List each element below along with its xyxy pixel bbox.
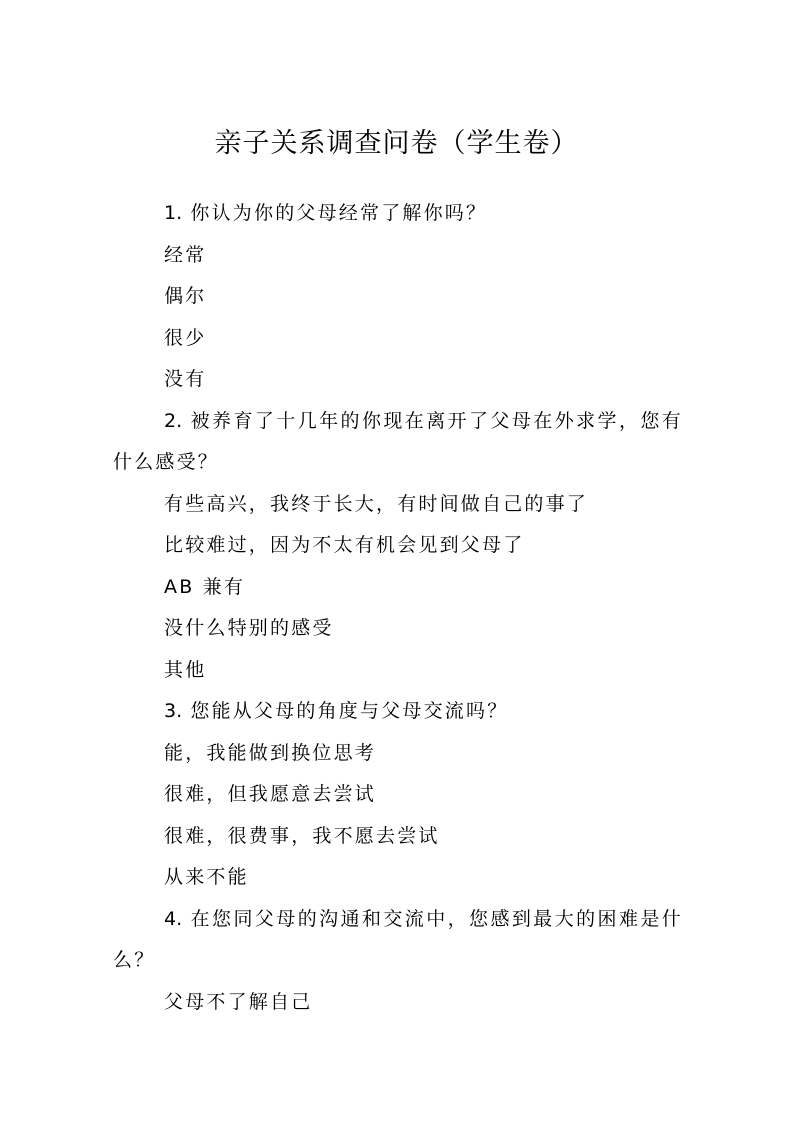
option-item: 能，我能做到换位思考 [164, 741, 377, 764]
question-1 [113, 193, 683, 401]
question-text [113, 691, 683, 733]
option-item: 很难，但我愿意去尝试 [164, 783, 377, 805]
option-item: 很少 [164, 326, 207, 349]
option-item: 很难，很费事，我不愿去尝试 [164, 824, 440, 847]
question-prompt: 您能从父母的角度与父母交流吗？ [190, 700, 509, 722]
option-item: 比较难过，因为不太有机会见到父母了 [164, 534, 525, 556]
question-prompt: 在您同父母的沟通和交流中，您感到最大的困难是什么？ [113, 907, 683, 971]
question-prompt: 被养育了十几年的你现在离开了父母在外求学，您有什么感受？ [113, 409, 683, 473]
question-3 [113, 691, 683, 899]
option-item: 没有 [164, 368, 207, 390]
question-number: 1. [164, 202, 183, 224]
question-text [113, 193, 683, 235]
option-item: 没什么特别的感受 [164, 617, 334, 639]
option-item: 有些高兴，我终于长大，有时间做自己的事了 [164, 492, 589, 515]
option-item: 其他 [164, 658, 207, 681]
option-item: 经常 [164, 243, 207, 266]
document-title: 亲子关系调查问卷（学生卷） [214, 128, 579, 159]
option-item: 父母不了解自己 [164, 990, 313, 1013]
question-4 [113, 899, 683, 1024]
question-prompt: 你认为你的父母经常了解你吗？ [190, 202, 488, 224]
question-2 [113, 401, 683, 692]
question-number: 2. [164, 409, 183, 432]
option-item: 从来不能 [164, 866, 249, 888]
question-number: 4. [164, 907, 183, 930]
option-item: AB 兼有 [164, 575, 246, 598]
question-text [113, 899, 683, 982]
question-number: 3. [164, 700, 183, 722]
question-text [113, 401, 683, 484]
option-item: 偶尔 [164, 285, 207, 307]
questionnaire-body [113, 193, 683, 1023]
